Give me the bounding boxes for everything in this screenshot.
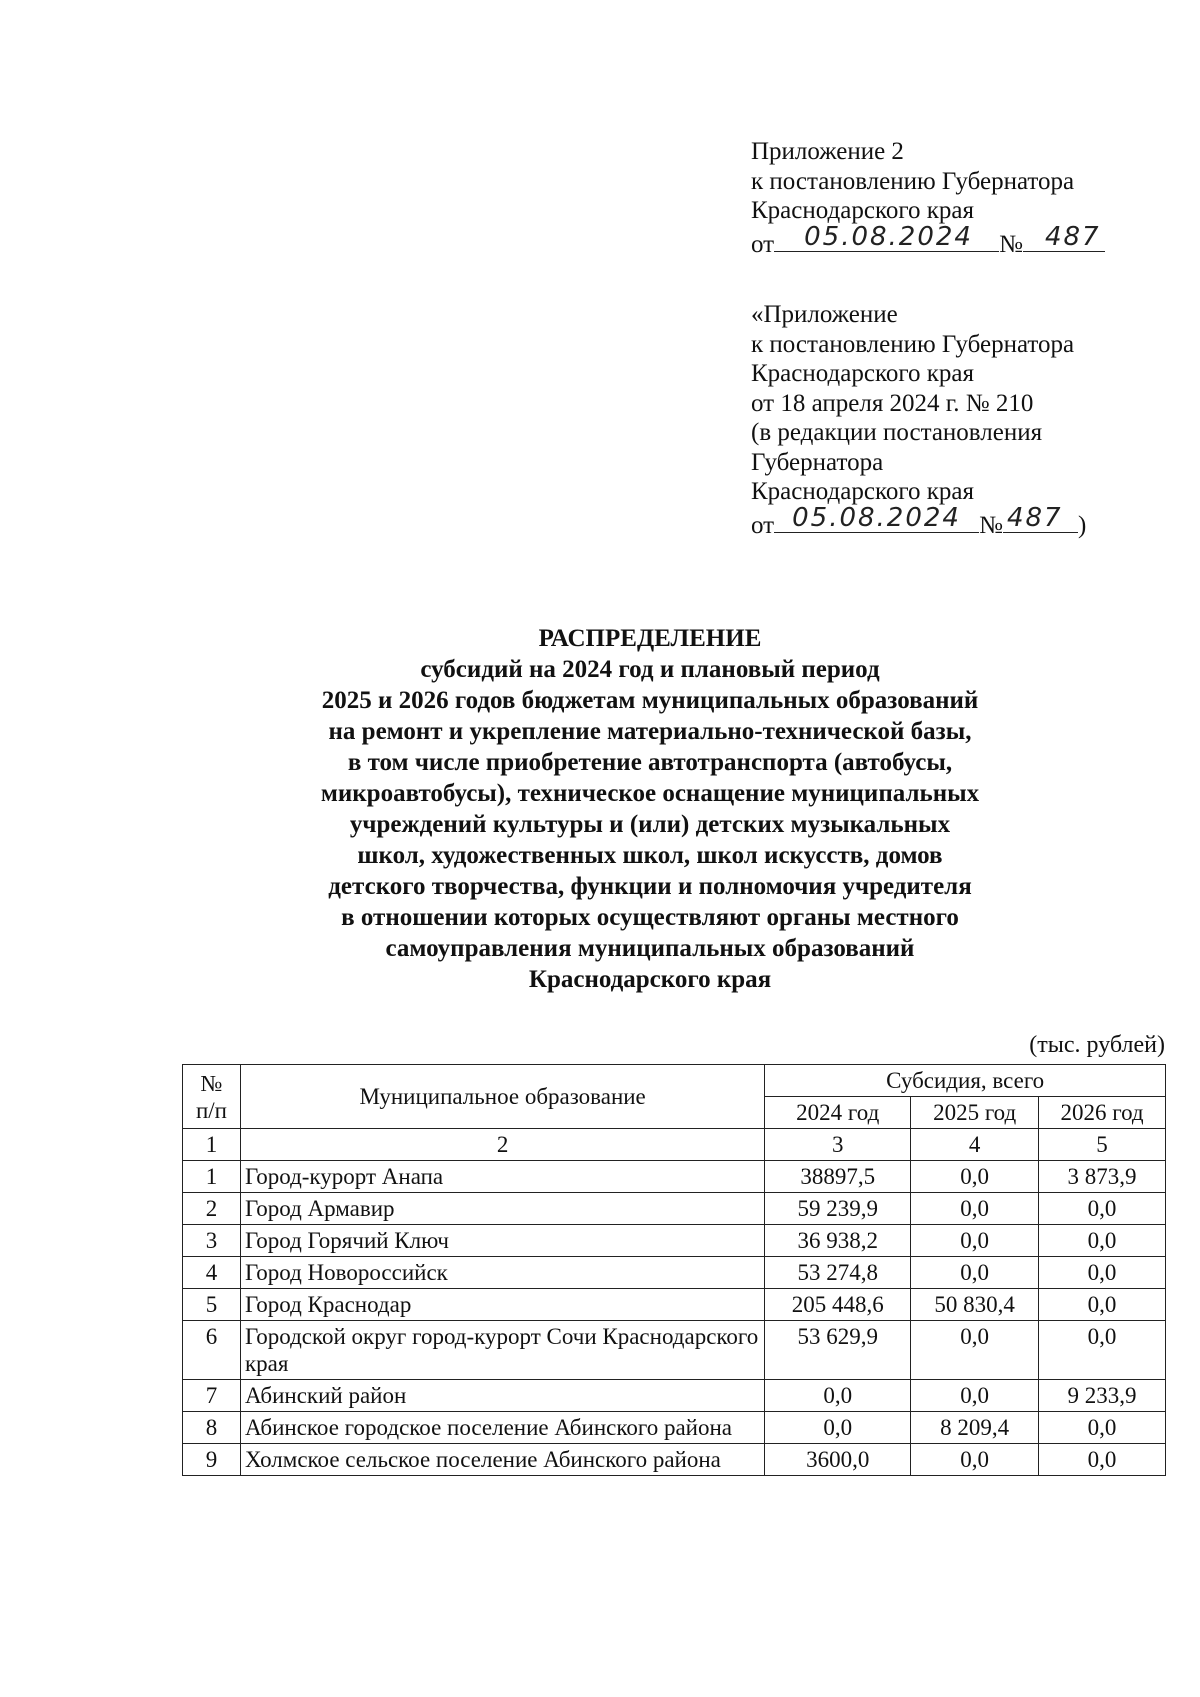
number-label: № <box>979 511 1003 539</box>
table-row <box>183 1161 1166 1193</box>
number-label: № <box>999 230 1023 258</box>
value-2024: 0,0 <box>765 1380 911 1412</box>
column-number: 3 <box>765 1129 911 1161</box>
number-underline <box>1003 503 1078 533</box>
handwritten-date: 05.08.2024 <box>792 503 961 533</box>
date-underline <box>774 503 979 533</box>
quote-line: «Приложение <box>751 301 898 328</box>
value-2026: 3 873,9 <box>1039 1161 1166 1193</box>
column-number: 4 <box>911 1129 1039 1161</box>
row-number: 7 <box>183 1380 241 1412</box>
table-row <box>183 1193 1166 1225</box>
quote-line: к постановлению Губернатора <box>751 330 1075 358</box>
title-heading: РАСПРЕДЕЛЕНИЕ <box>538 625 762 652</box>
table-header-row <box>183 1065 1166 1097</box>
quote-date-line <box>751 503 1087 541</box>
table-row <box>183 1321 1166 1380</box>
value-2024: 3600,0 <box>765 1444 911 1476</box>
units-label: (тыс. рублей) <box>1029 1032 1165 1058</box>
column-number: 5 <box>1039 1129 1166 1161</box>
column-number: 2 <box>240 1129 764 1161</box>
value-2025: 0,0 <box>911 1444 1039 1476</box>
title-line: 2025 и 2026 годов бюджетам муниципальных образований <box>321 687 979 714</box>
row-number: 8 <box>183 1412 241 1444</box>
table-row <box>183 1380 1166 1412</box>
row-number: 5 <box>183 1289 241 1321</box>
from-label: от <box>751 230 775 258</box>
column-number-row <box>183 1129 1166 1161</box>
header-2026: 2026 год <box>1039 1097 1166 1129</box>
title-line: самоуправления муниципальных образований <box>385 935 915 962</box>
value-2025: 0,0 <box>911 1161 1039 1193</box>
value-2026: 0,0 <box>1039 1444 1166 1476</box>
header-subsidy-total: Субсидия, всего <box>765 1065 1166 1097</box>
title-line: учреждений культуры и (или) детских музыкальных <box>349 811 951 838</box>
title-line: детского творчества, функции и полномочия учредителя <box>328 873 972 900</box>
municipality-name: Абинский район <box>240 1380 764 1412</box>
row-number: 3 <box>183 1225 241 1257</box>
municipality-name: Городской округ город-курорт Сочи Краснодарского края <box>240 1321 764 1380</box>
subsidy-table <box>182 1064 1166 1476</box>
quote-block <box>751 300 1086 540</box>
date-underline <box>774 222 999 252</box>
column-number: 1 <box>183 1129 241 1161</box>
from-label: от <box>751 511 775 539</box>
appendix-date-line <box>751 222 1105 260</box>
appendix-block <box>751 137 1105 259</box>
row-number: 4 <box>183 1257 241 1289</box>
value-2025: 0,0 <box>911 1380 1039 1412</box>
header-2025: 2025 год <box>911 1097 1039 1129</box>
value-2026: 0,0 <box>1039 1225 1166 1257</box>
table-row <box>183 1289 1166 1321</box>
value-2024: 36 938,2 <box>765 1225 911 1257</box>
value-2025: 8 209,4 <box>911 1412 1039 1444</box>
table-row <box>183 1412 1166 1444</box>
table-row <box>183 1225 1166 1257</box>
municipality-name: Город Новороссийск <box>240 1257 764 1289</box>
title-line: в том числе приобретение автотранспорта (автобусы, <box>347 749 953 776</box>
header-num: № п/п <box>183 1065 241 1129</box>
appendix-line: Приложение 2 <box>751 138 904 165</box>
row-number: 6 <box>183 1321 241 1380</box>
title-line: Краснодарского края <box>528 966 772 993</box>
title-line: микроавтобусы), техническое оснащение муниципальных <box>320 780 980 807</box>
table-body <box>183 1161 1166 1476</box>
value-2026: 0,0 <box>1039 1412 1166 1444</box>
quote-line: Губернатора <box>751 448 884 476</box>
value-2025: 0,0 <box>911 1225 1039 1257</box>
value-2024: 38897,5 <box>765 1161 911 1193</box>
appendix-line: Краснодарского края <box>751 197 974 224</box>
value-2026: 0,0 <box>1039 1257 1166 1289</box>
value-2026: 0,0 <box>1039 1193 1166 1225</box>
table-row <box>183 1444 1166 1476</box>
title-line: на ремонт и укрепление материально-технической базы, <box>328 718 972 745</box>
quote-line: (в редакции постановления <box>751 419 1043 446</box>
municipality-name: Абинское городское поселение Абинского района <box>240 1412 764 1444</box>
title-line: субсидий на 2024 год и плановый период <box>420 656 880 683</box>
value-2024: 53 629,9 <box>765 1321 911 1380</box>
value-2024: 0,0 <box>765 1412 911 1444</box>
municipality-name: Город Армавир <box>240 1193 764 1225</box>
municipality-name: Город-курорт Анапа <box>240 1161 764 1193</box>
value-2024: 59 239,9 <box>765 1193 911 1225</box>
handwritten-number: 487 <box>1044 222 1101 252</box>
value-2025: 50 830,4 <box>911 1289 1039 1321</box>
value-2025: 0,0 <box>911 1257 1039 1289</box>
document-title <box>250 623 1050 995</box>
closing-paren: ) <box>1077 511 1087 539</box>
value-2024: 205 448,6 <box>765 1289 911 1321</box>
row-number: 9 <box>183 1444 241 1476</box>
handwritten-date: 05.08.2024 <box>804 222 973 252</box>
value-2026: 9 233,9 <box>1039 1380 1166 1412</box>
value-2026: 0,0 <box>1039 1289 1166 1321</box>
title-line: школ, художественных школ, школ искусств, домов <box>357 842 943 869</box>
header-2024: 2024 год <box>765 1097 911 1129</box>
quote-line: Краснодарского края <box>751 360 974 387</box>
row-number: 2 <box>183 1193 241 1225</box>
value-2026: 0,0 <box>1039 1321 1166 1380</box>
municipality-name: Город Горячий Ключ <box>240 1225 764 1257</box>
title-line: в отношении которых осуществляют органы местного <box>341 904 959 931</box>
appendix-line: к постановлению Губернатора <box>751 167 1075 195</box>
header-municipality: Муниципальное образование <box>240 1065 764 1129</box>
municipality-name: Город Краснодар <box>240 1289 764 1321</box>
table-row <box>183 1257 1166 1289</box>
row-number: 1 <box>183 1161 241 1193</box>
municipality-name: Холмское сельское поселение Абинского района <box>240 1444 764 1476</box>
value-2024: 53 274,8 <box>765 1257 911 1289</box>
handwritten-number: 487 <box>1006 503 1063 533</box>
number-underline <box>1023 222 1105 252</box>
quote-line: от 18 апреля 2024 г. № 210 <box>751 389 1034 417</box>
value-2025: 0,0 <box>911 1321 1039 1380</box>
value-2025: 0,0 <box>911 1193 1039 1225</box>
quote-line: Краснодарского края <box>751 478 974 505</box>
